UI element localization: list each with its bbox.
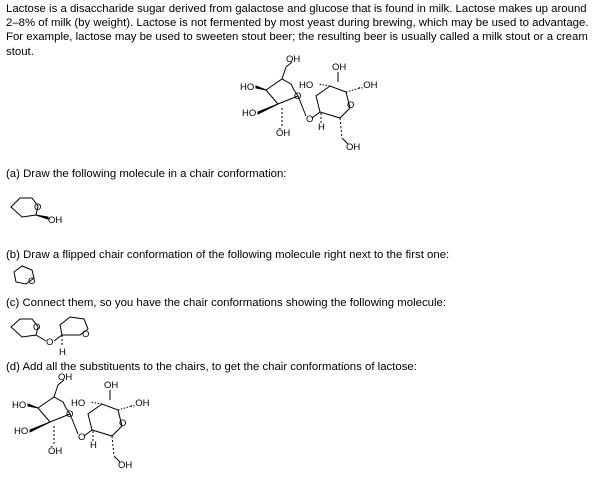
molecule-b xyxy=(10,264,40,288)
question-d: (d) Add all the substituents to the chairs, to get the chair conformations of lactose: xyxy=(6,361,417,373)
label-ho-lower: HO xyxy=(242,108,257,119)
intro-paragraph: Lactose is a disaccharide sugar derived from galactose and glucose that is found in milk. Lactose makes up around 2–8% of milk (by weight). Lactose is not fermented by most yeast during brewing, which may be used to advantage. For example, lactose may be used to sweeten stout beer; the resulting beer is usually called a milk stout or a cream stout. xyxy=(6,3,589,58)
label-oh-bottom: ŌH xyxy=(276,128,291,139)
label-o-ring1: O xyxy=(66,409,74,420)
label-oh-top: OH xyxy=(286,54,301,65)
label-h: H xyxy=(90,440,97,451)
label-oh-right: ,,OH xyxy=(130,398,150,409)
label-o-ring1: O xyxy=(33,322,41,333)
label-oh-lower-right: OH xyxy=(118,460,133,471)
label-h: H xyxy=(59,347,66,358)
label-oh-upper-right: OH xyxy=(332,62,347,73)
label-oh-right: ,,OH xyxy=(358,80,378,91)
label-o-ring2: O xyxy=(82,329,90,340)
label-ho-left: HO xyxy=(12,400,27,411)
molecule-a xyxy=(8,193,68,229)
label-o-ring1: O xyxy=(294,91,302,102)
label-ho-lower: HO xyxy=(14,426,29,437)
label-oh-lower-right: OH xyxy=(346,142,361,153)
lactose-structure-bottom xyxy=(4,374,164,478)
question-c: (c) Connect them, so you have the chair conformations showing the following molecule: xyxy=(6,297,447,309)
label-h: H xyxy=(318,122,325,133)
question-a: (a) Draw the following molecule in a chair conformation: xyxy=(6,168,287,180)
label-o: O xyxy=(28,276,36,287)
question-b: (b) Draw a flipped chair conformation of the following molecule right next to the first one: xyxy=(6,249,450,261)
label-o-ring2: O xyxy=(119,418,127,429)
label-oh-upper-right: OH xyxy=(104,380,119,391)
label-ho-mid: HO xyxy=(299,80,314,91)
molecule-c xyxy=(8,313,108,358)
lactose-structure-top xyxy=(232,56,392,160)
label-ho-mid: HO xyxy=(71,398,86,409)
label-oh-top: OH xyxy=(58,372,73,383)
label-ho-left: HO xyxy=(240,82,255,93)
label-o-link: O xyxy=(306,114,314,125)
label-o-ring2: O xyxy=(347,100,355,111)
label-o: O xyxy=(34,202,42,213)
label-oh-bottom: ŌH xyxy=(48,446,63,457)
label-oh: OH xyxy=(48,215,63,226)
label-o-link: O xyxy=(78,432,86,443)
label-o-link: O xyxy=(46,337,54,348)
